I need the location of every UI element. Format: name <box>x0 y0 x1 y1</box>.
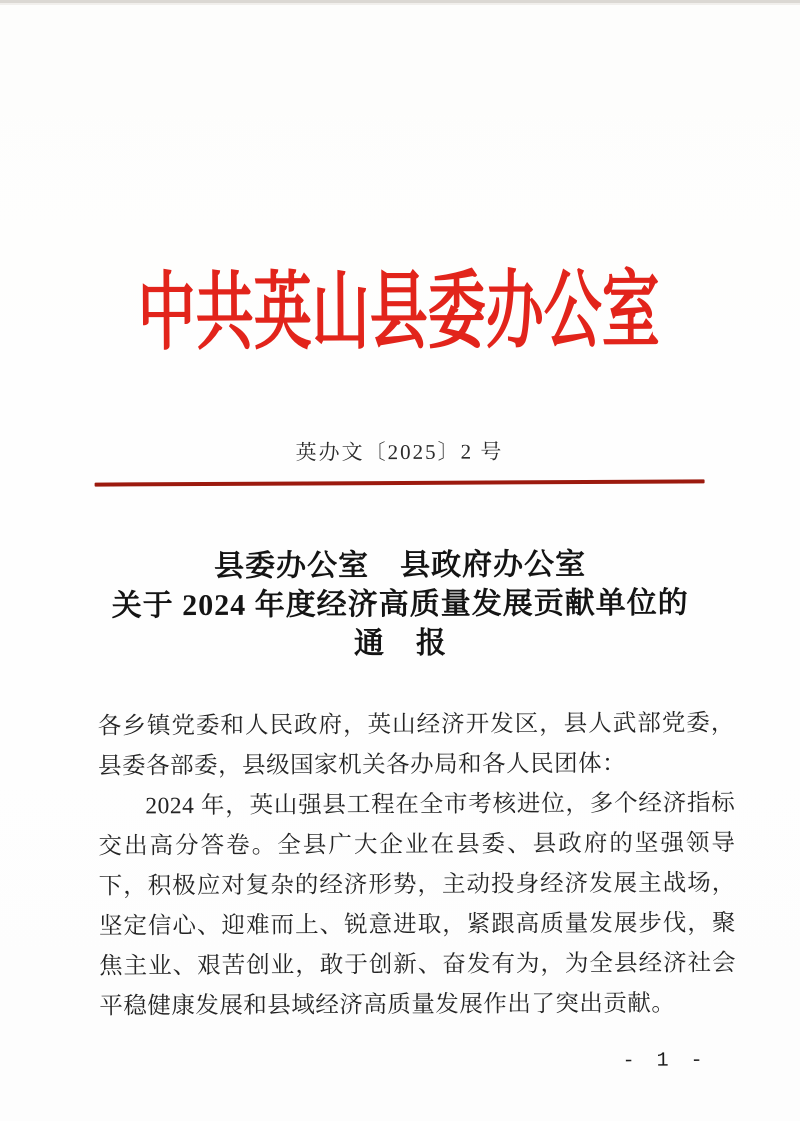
doc-title-line1: 县委办公室 县政府办公室 <box>213 548 587 583</box>
doc-title-block <box>0 544 800 665</box>
salutation-text: 各乡镇党委和人民政府，英山经济开发区，县人武部党委，县委各部委，县级国家机关各办局和各人民团体： <box>97 710 735 780</box>
page-number: - 1 - <box>622 1049 708 1073</box>
body-text-block <box>98 703 737 1026</box>
doc-title-line2: 关于 2024 年度经济高质量发展贡献单位的 <box>111 586 689 623</box>
doc-title-line3: 通 报 <box>353 626 448 661</box>
doc-number: 英办文〔2025〕2 号 <box>295 439 504 465</box>
red-divider-line <box>95 479 705 486</box>
letterhead-org-name: 中共英山县委办公室 <box>137 262 660 362</box>
body-paragraph: 2024 年，英山强县工程在全市考核进位，多个经济指标交出高分答卷。全县广大企业在县委、县政府的坚强领导下，积极应对复杂的经济形势，主动投身经济发展主战场，坚定信心、迎难而上、锐意进取，紧跟高质量发展步伐，聚焦主业、艰苦创业，敢于创新、奋发有为，为全县经济社会平稳健康发展和县域经济高质量发展作出了突出贡献。 <box>98 790 737 1020</box>
